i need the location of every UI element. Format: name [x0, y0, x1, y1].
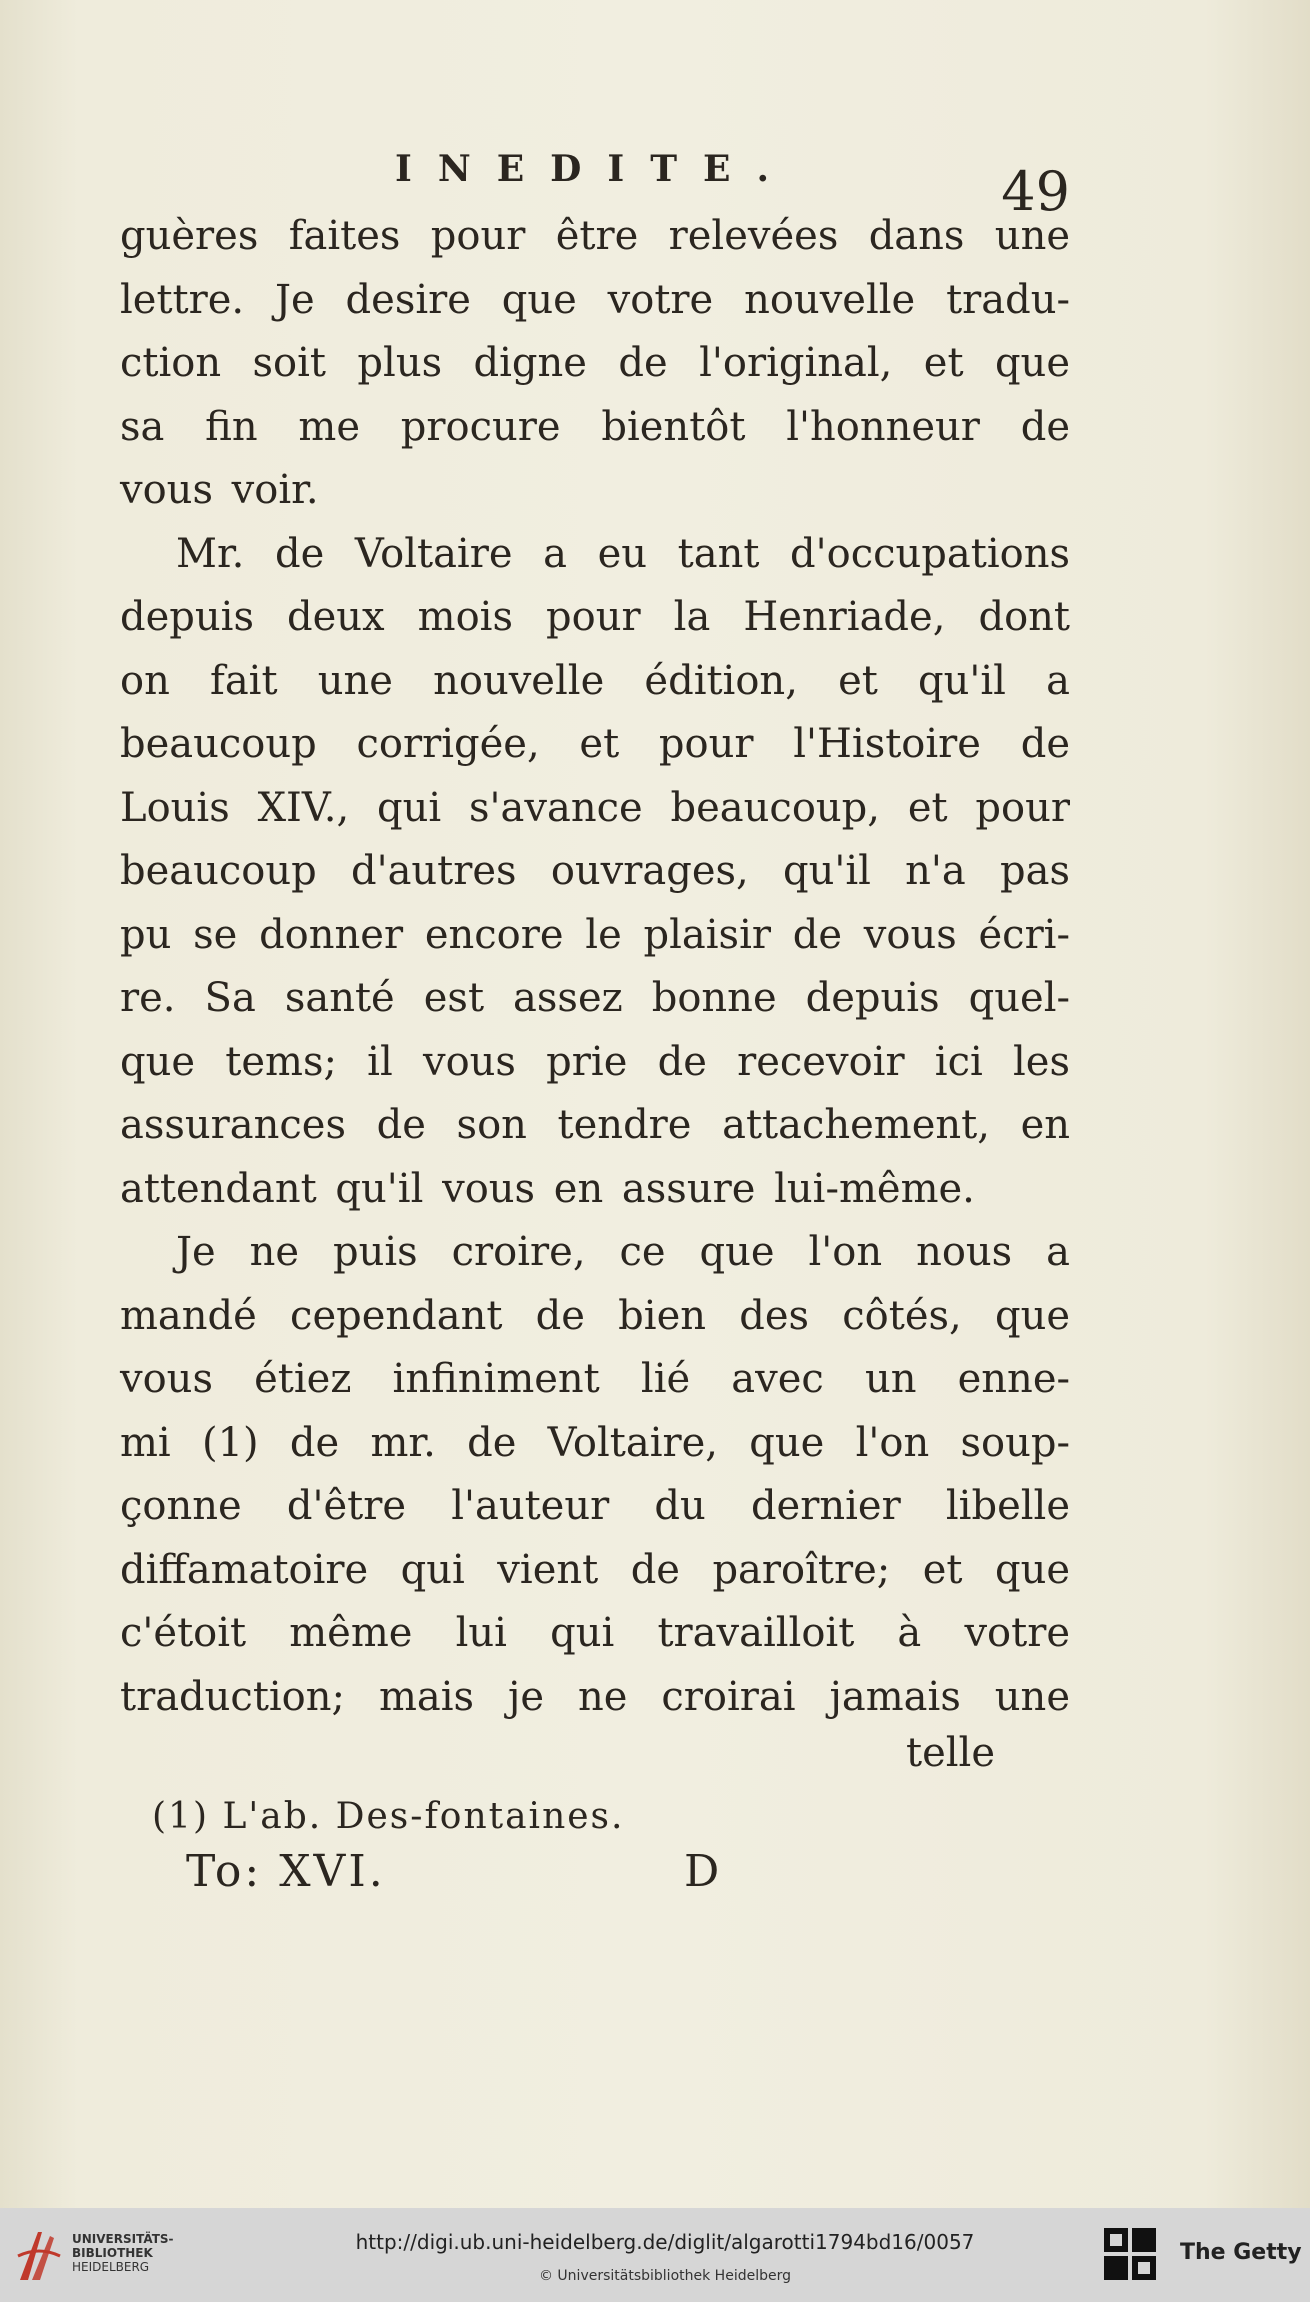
text-line: Mr. de Voltaire a eu tant d'occupations [176, 530, 1070, 577]
text-line: mandé cependant de bien des côtés, que [120, 1292, 1070, 1339]
text-line: attendant qu'il vous en assure lui-même. [120, 1165, 975, 1212]
getty-logo-icon[interactable] [1102, 2226, 1158, 2284]
text-line: c'étoit même lui qui travailloit à votre [120, 1610, 1070, 1656]
viewer-footer [0, 2208, 1310, 2302]
text-line: çonne d'être l'auteur du dernier libelle [120, 1483, 1070, 1529]
text-line: traduction; mais je ne croirai jamais une [120, 1673, 1070, 1720]
text-line: pu se donner encore le plaisir de vous écri- [120, 911, 1070, 958]
text-line: on fait une nouvelle édition, et qu'il a [120, 657, 1070, 704]
text-line: beaucoup d'autres ouvrages, qu'il n'a pas [120, 848, 1070, 894]
text-line: Je ne puis croire, ce que l'on nous a [176, 1229, 1070, 1275]
text-line: re. Sa santé est assez bonne depuis quel- [120, 975, 1070, 1021]
partner-name[interactable]: The Getty [1180, 2240, 1302, 2265]
library-name-line: HEIDELBERG [72, 2260, 150, 2274]
running-head: INEDITE. [394, 148, 795, 190]
text-line: mi (1) de mr. de Voltaire, que l'on soup- [120, 1419, 1070, 1466]
text-line: vous étiez infiniment lié avec un enne- [120, 1356, 1070, 1402]
text-line: guères faites pour être relevées dans une [120, 213, 1070, 259]
page-number: 49 [1001, 160, 1070, 223]
body-text [120, 205, 1070, 1729]
text-line: lettre. Je desire que votre nouvelle tradu- [120, 276, 1070, 323]
text-line: ction soit plus digne de l'original, et que [120, 340, 1070, 386]
text-line: beaucoup corrigée, et pour l'Histoire de [120, 721, 1070, 767]
text-line: vous voir. [120, 467, 319, 513]
library-name-line: UNIVERSITÄTS- [72, 2232, 174, 2246]
signature-mark: To: XVI. [186, 1846, 386, 1897]
catchword: telle [906, 1730, 996, 1776]
footnote: (1) L'ab. Des-fontaines. [152, 1796, 625, 1837]
text-line: depuis deux mois pour la Henriade, dont [120, 594, 1070, 640]
text-line: que tems; il vous prie de recevoir ici les [120, 1038, 1070, 1085]
gathering-letter: D [684, 1846, 720, 1897]
text-line: assurances de son tendre attachement, en [120, 1102, 1070, 1148]
permalink-url[interactable]: http://digi.ub.uni-heidelberg.de/diglit/algarotti1794bd16/0057 [355, 2230, 975, 2254]
text-line: diffamatoire qui vient de paroître; et que [120, 1546, 1070, 1593]
library-name-line: BIBLIOTHEK [72, 2246, 153, 2260]
copyright-notice: © Universitätsbibliothek Heidelberg [538, 2268, 791, 2284]
text-line: sa fin me procure bientôt l'honneur de [120, 403, 1070, 450]
text-line: Louis XIV., qui s'avance beaucoup, et pour [120, 784, 1070, 831]
